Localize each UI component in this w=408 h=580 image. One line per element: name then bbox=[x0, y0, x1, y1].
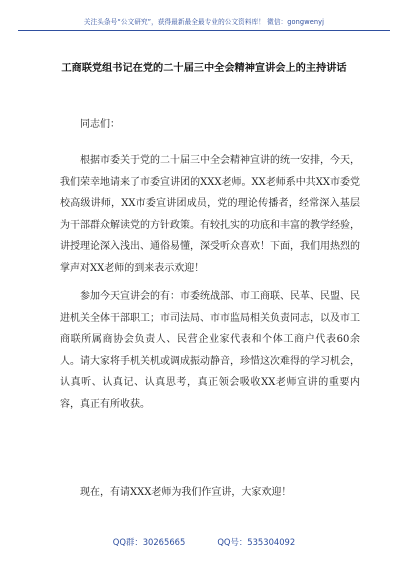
paragraph-attendees: 参加今天宣讲会的有：市委统战部、市工商联、民革、民盟、民进机关全体干部职工；市司法局、市市监局相关负责同志，以及市工商联所属商协会负责人、民营企业家代表和个体工商户代表60余人。请大家将手机关机或调成振动静音，珍惜这次难得的学习机会，认真听、认真记、认真思考，真正领会吸收XX老师宣讲的重要内容，真正有所收获。 bbox=[60, 291, 360, 410]
footer-contact bbox=[18, 536, 390, 548]
paragraph-closing: 现在，有请XXX老师为我们作宣讲，大家欢迎！ bbox=[80, 487, 292, 498]
header-divider bbox=[18, 30, 390, 31]
document-title: 工商联党组书记在党的二十届三中全会精神宣讲会上的主持讲话 bbox=[61, 62, 347, 74]
paragraph-intro: 根据市委关于党的二十届三中全会精神宣讲的统一安排，今天，我们荣幸地请来了市委宣讲团的XXX老师。XX老师系中共XX市委党校高级讲师，XX市委宣讲团成员，党的理论传播者，经常深入基层为干部群众解读党的方针政策。有较扎实的功底和丰富的教学经验，讲授理论深入浅出、通俗易懂，深受听众喜欢！下面，我们用热烈的掌声对XX老师的到来表示欢迎！ bbox=[60, 155, 360, 274]
footer-qq-group: QQ群：30265665 bbox=[112, 537, 186, 547]
header-promo-text: 关注头条号“公文研究”，获得最新最全最专业的公文资料库！ 微信：gongwenyj bbox=[83, 18, 325, 26]
salutation: 同志们： bbox=[80, 119, 120, 130]
footer-qq-number: QQ号：535304092 bbox=[217, 537, 296, 547]
